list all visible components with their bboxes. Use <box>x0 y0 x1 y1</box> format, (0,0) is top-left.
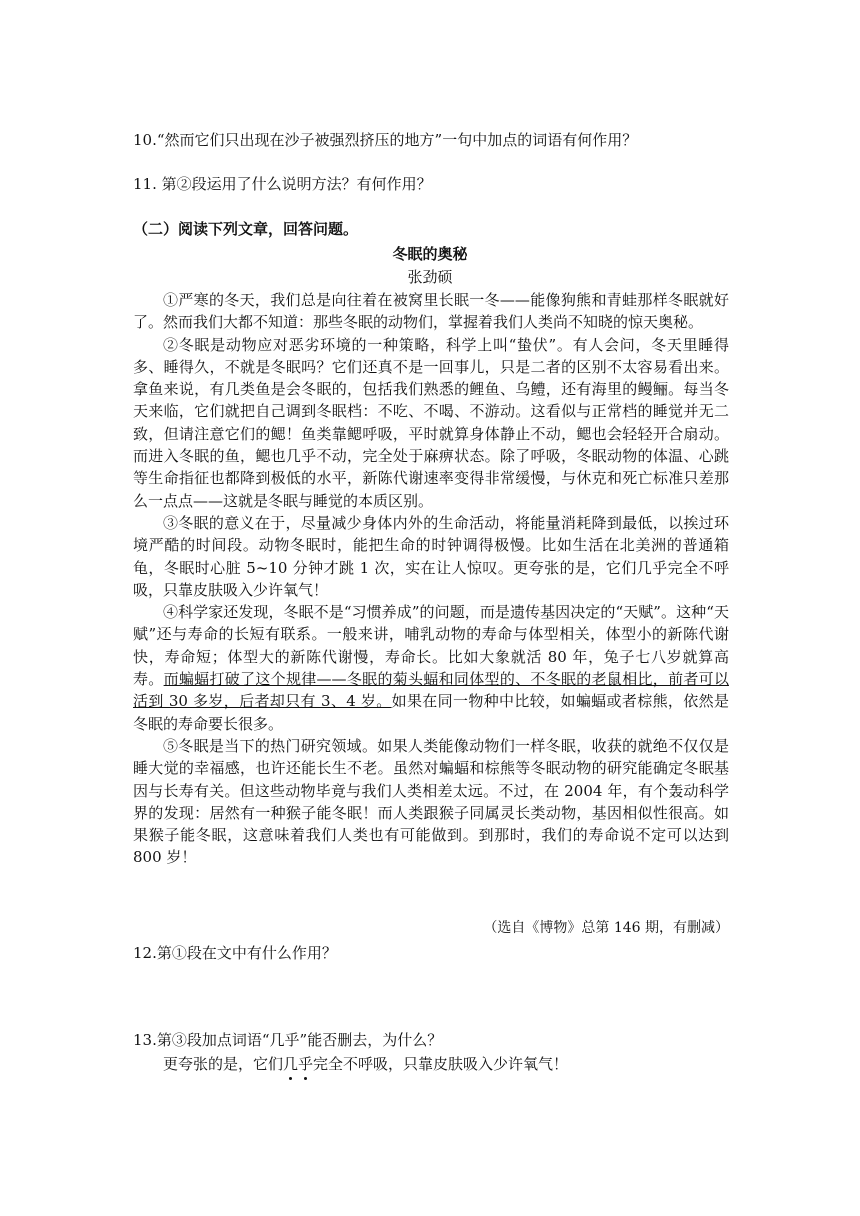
section-heading: （二）阅读下列文章，回答问题。 <box>133 220 359 238</box>
question-10: 10.“然而它们只出现在沙子被强烈挤压的地方”一句中加点的词语有何作用？ <box>133 131 638 149</box>
quoted-sentence-start: 更夸张的是，它们 <box>163 1055 284 1073</box>
dotted-character-1: 几 <box>283 1055 299 1073</box>
article-body <box>133 289 729 869</box>
dotted-character-2: 乎 <box>298 1055 314 1073</box>
paragraph-1: ①严寒的冬天，我们总是向往着在被窝里长眠一冬——能像狗熊和青蛙那样冬眠就好了。然而我们大都不知道：那些冬眠的动物们，掌握着我们人类尚不知晓的惊天奥秘。 <box>133 291 729 332</box>
quoted-sentence-end: 完全不呼吸，只靠皮肤吸入少许氧气！ <box>313 1055 569 1073</box>
article-author: 张劲硕 <box>407 268 453 286</box>
paragraph-4 <box>133 601 729 735</box>
underlined-sentence: 而蝙蝠打破了这个规律——冬眠的菊头蝠和同体型的、不冬眠的老鼠相比，前者可以活到 30 多岁，后者却只有 3、4 岁。 <box>133 670 729 711</box>
question-11: 11. 第②段运用了什么说明方法？有何作用？ <box>133 175 432 193</box>
quoted-sentence <box>163 1053 568 1074</box>
paragraph-2: ②冬眠是动物应对恶劣环境的一种策略，科学上叫“蛰伏”。有人会问，冬天里睡得多、睡得久，不就是冬眠吗？它们还真不是一回事儿，只是二者的区别不太容易看出来。拿鱼来说，有几类鱼是会冬眠的，包括我们熟悉的鲤鱼、乌鳢，还有海里的鳗鲡。每当冬天来临，它们就把自己调到冬眠档：不吃、不喝、不游动。这看似与正常档的睡觉并无二致，但请注意它们的鳃！鱼类靠鳃呼吸，平时就算身体静止不动，鳃也会轻轻开合扇动。而进入冬眠的鱼，鳃也几乎不动，完全处于麻痹状态。除了呼吸，冬眠动物的体温、心跳等生命指征也都降到极低的水平，新陈代谢速率变得非常缓慢，与休克和死亡标准只差那么一点点——这就是冬眠与睡觉的本质区别。 <box>133 335 729 510</box>
article-title: 冬眠的奥秘 <box>392 245 468 263</box>
paragraph-4-start: ④科学家还发现，冬眠不是“习惯养成”的问题，而是遗传基因决定的“天赋”。这种“天赋”还与寿命的长短有联系。一般来讲，哺乳动物的寿命与体型相关，体型小的新陈代谢快，寿命短；体型大的新陈代谢慢，寿命长。比如大象就活 80 年，兔子七八岁就算高寿。 <box>133 603 729 689</box>
article-source: （选自《博物》总第 146 期，有删减） <box>483 920 729 936</box>
paragraph-5: ⑤冬眠是当下的热门研究领域。如果人类能像动物们一样冬眠，收获的就绝不仅仅是睡大觉的幸福感，也许还能长生不老。虽然对蝙蝠和棕熊等冬眠动物的研究能确定冬眠基因与长寿有关。但这些动物毕竟与我们人类相差太远。不过，在 2004 年，有个轰动科学界的发现：居然有一种猴子能冬眠！而人类跟猴子同属灵长类动物，基因相似性很高。如果猴子能冬眠，这意味着我们人类也有可能做到。到那时，我们的寿命说不定可以达到 800 岁！ <box>133 736 729 867</box>
question-12: 12.第①段在文中有什么作用？ <box>133 944 337 962</box>
paragraph-4-end: 如果在同一物种中比较，如蝙蝠或者棕熊，依然是冬眠的寿命要长很多。 <box>133 692 729 733</box>
paragraph-3: ③冬眠的意义在于，尽量减少身体内外的生命活动，将能量消耗降到最低，以挨过环境严酷的时间段。动物冬眠时，能把生命的时钟调得极慢。比如生活在北美洲的普通箱龟，冬眠时心脏 5~10 分钟才跳 1 次，实在让人惊叹。更夸张的是，它们几乎完全不呼吸，只靠皮肤吸入少许氧气！ <box>133 513 729 599</box>
question-13: 13.第③段加点词语“几乎”能否删去，为什么？ <box>133 1031 443 1049</box>
